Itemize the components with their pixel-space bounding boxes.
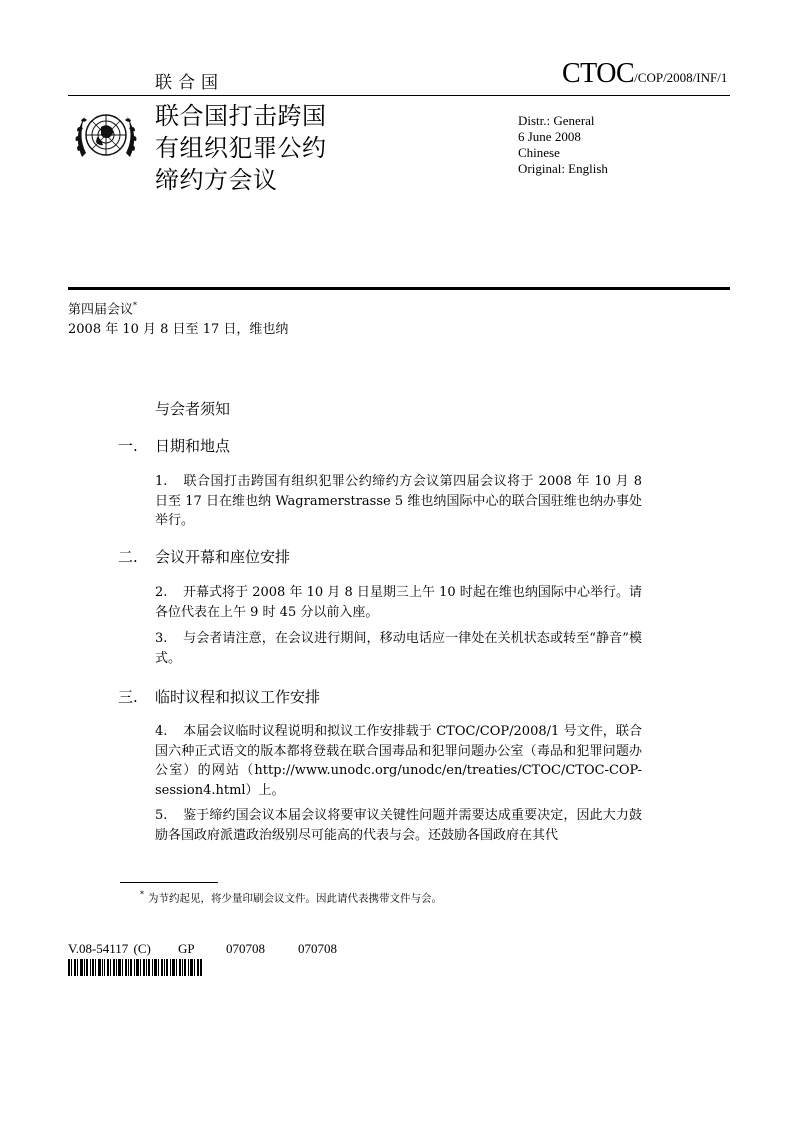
footnote-mark: * <box>140 890 144 899</box>
paragraph <box>155 583 642 622</box>
un-name: 联合国 <box>155 73 224 93</box>
footnote-rule <box>120 882 218 883</box>
job-number-code: V.08-54117 (C) <box>68 941 151 956</box>
session-info <box>68 296 288 340</box>
symbol-suffix: /COP/2008/INF/1 <box>634 70 728 85</box>
section-heading <box>118 435 230 456</box>
job-number <box>68 941 337 957</box>
symbol-main: CTOC <box>562 58 635 89</box>
body-name <box>155 100 327 196</box>
job-number-date-1: 070708 <box>226 941 265 956</box>
paragraph-text: 鉴于缔约国会议本届会议将要审议关键性问题并需要达成重要决定，因此大力鼓励各国政府派遣政治级别尽可能高的代表与会。还鼓励各国政府在其代 <box>155 808 642 843</box>
footnote <box>140 890 442 906</box>
paragraph-text: 与会者请注意，在会议进行期间，移动电话应一律处在关机状态或转至“静音”模式。 <box>155 631 642 666</box>
section-heading <box>118 686 320 707</box>
document-date: 6 June 2008 <box>518 129 581 144</box>
job-number-gp: GP <box>178 941 195 956</box>
paragraph <box>155 629 642 668</box>
paragraph-text: 开幕式将于 2008 年 10 月 8 日星期三上午 10 时起在维也纳国际中心举行。请各位代表在上午 9 时 45 分以前入座。 <box>155 585 642 620</box>
distribution-type: Distr.: General <box>518 113 595 128</box>
session-title: 第四届会议 <box>68 302 134 318</box>
footnote-text: 为节约起见，将少量印刷会议文件。因此请代表携带文件与会。 <box>148 892 442 905</box>
barcode-icon <box>68 959 202 976</box>
paragraph <box>155 472 642 531</box>
document-title: 与会者须知 <box>155 400 231 418</box>
session-dates: 2008 年 10 月 8 日至 17 日，维也纳 <box>68 322 289 338</box>
document-language: Chinese <box>518 145 560 160</box>
document-symbol <box>562 58 727 90</box>
paragraph-text: 本届会议临时议程说明和拟议工作安排载于 CTOC/COP/2008/1 号文件，联合国六种正式语文的版本都将登载在联合国毒品和犯罪问题办公室（毒品和犯罪问题办公室）的网站（http://www.unodc.org/unodc/en/treaties/CTOC/CTOC-COP-session4.html）上。 <box>155 724 642 798</box>
un-emblem-icon <box>68 101 144 169</box>
body-name-line: 缔约方会议 <box>155 166 278 194</box>
paragraph-number: 3. <box>155 631 168 646</box>
paragraph-text: 联合国打击跨国有组织犯罪公约缔约方会议第四届会议将于 2008 年 10 月 8 日至 17 日在维也纳 Wagramerstrasse 5 维也纳国际中心的联合国驻维也纳办事处举行。 <box>155 474 642 528</box>
paragraph-number: 1. <box>155 474 168 489</box>
section-heading <box>118 546 290 567</box>
job-number-date-2: 070708 <box>298 941 337 956</box>
section-title: 临时议程和拟议工作安排 <box>155 688 321 706</box>
header-rule <box>68 95 730 96</box>
original-language: Original: English <box>518 161 608 176</box>
section-title: 日期和地点 <box>155 437 231 455</box>
body-name-line: 联合国打击跨国 <box>155 102 327 130</box>
session-footnote-mark: * <box>133 301 138 310</box>
paragraph-number: 2. <box>155 585 168 600</box>
paragraph-number: 4. <box>155 724 168 739</box>
paragraph <box>155 806 642 845</box>
paragraph <box>155 722 642 800</box>
section-number: 二. <box>118 548 138 566</box>
session-rule <box>68 287 730 290</box>
paragraph-number: 5. <box>155 808 168 823</box>
section-number: 三. <box>118 688 138 706</box>
section-title: 会议开幕和座位安排 <box>155 548 291 566</box>
section-number: 一. <box>118 437 138 455</box>
distribution-block <box>518 113 608 177</box>
body-name-line: 有组织犯罪公约 <box>155 134 327 162</box>
